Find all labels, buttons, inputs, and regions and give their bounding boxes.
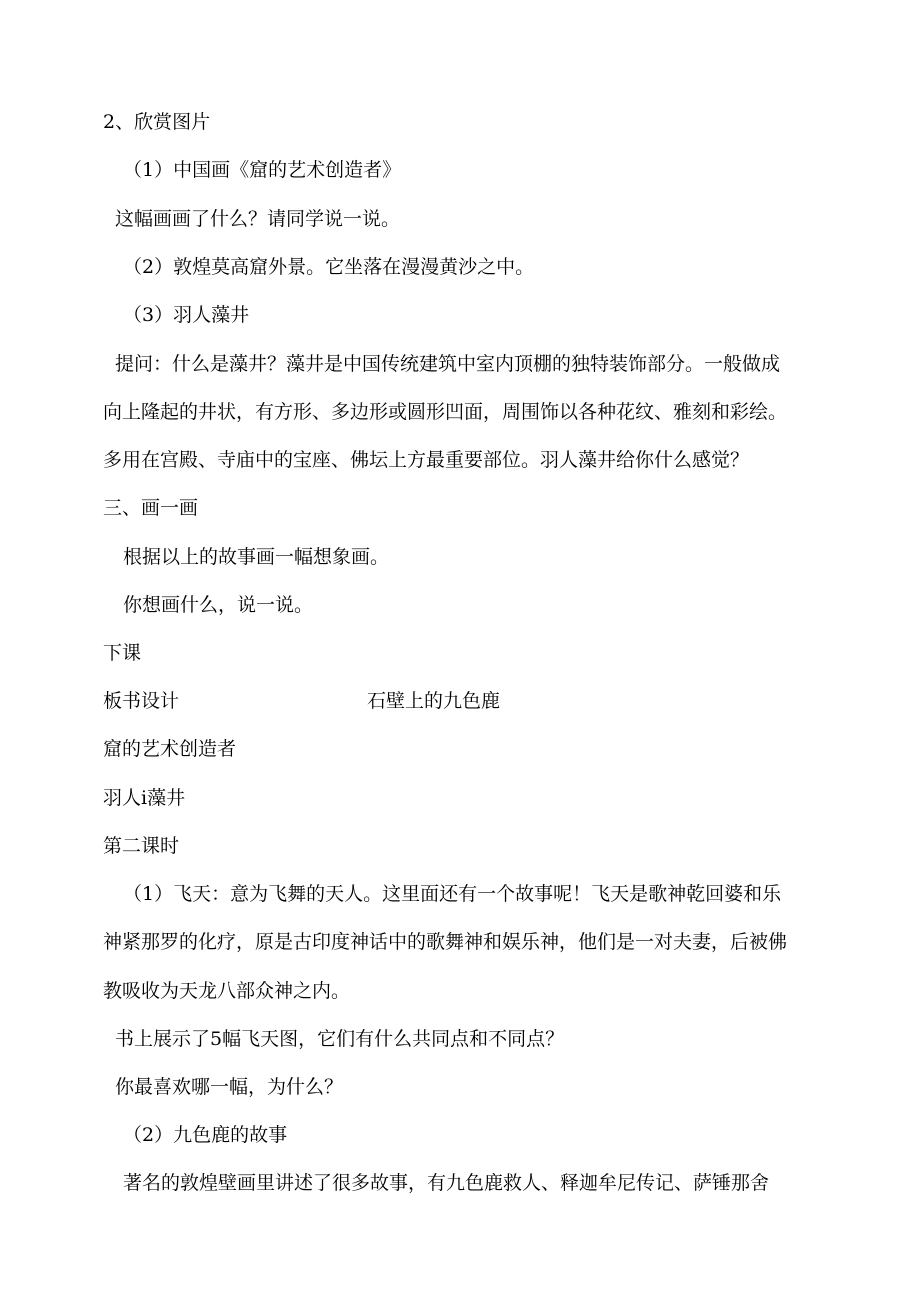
paragraph-caisson-line-3: 多用在宫殿、寺庙中的宝座、佛坛上方最重要部位。羽人藻井给你什么感觉？ [103,449,750,471]
deer-story-paragraph: 著名的敦煌壁画里讲述了很多故事，有九色鹿救人、释迦牟尼传记、萨锤那舍 [123,1172,770,1194]
draw-question: 你想画什么，说一说。 [123,594,314,616]
second-lesson-heading: 第二课时 [103,835,180,857]
feitian-line-1: （1）飞天：意为飞舞的天人。这里面还有一个故事呢！飞天是歌神乾回婆和乐 [123,883,782,905]
item-3-caisson: （3）羽人藻井 [123,304,250,326]
feitian-question-2: 你最喜欢哪一幅，为什么？ [115,1076,344,1098]
board-design-title: 石壁上的九色鹿 [367,690,501,712]
paragraph-caisson-line-1: 提问：什么是藻井？藻井是中国传统建筑中室内顶棚的独特装饰部分。一般做成 [115,353,781,375]
class-end: 下课 [103,642,142,664]
feitian-line-3: 教吸收为天龙八部众神之内。 [103,980,351,1002]
board-design-label: 板书设计 [103,690,180,712]
feitian-line-2: 神紧那罗的化疗，原是古印度神话中的歌舞神和娱乐神，他们是一对夫妻，后被佛 [103,931,788,953]
feitian-question-1: 书上展示了5幅飞天图，它们有什么共同点和不同点？ [115,1028,565,1050]
question-painting: 这幅画画了什么？请同学说一说。 [115,208,401,230]
paragraph-caisson-line-2: 向上隆起的井状，有方形、多边形或圆形凹面，周围饰以各种花纹、雅刻和彩绘。 [103,401,788,423]
item-1-painting: （1）中国画《窟的艺术创造者》 [123,159,402,181]
board-item-2: 羽人i藻井 [103,787,186,809]
section-heading-appreciate: 2、欣赏图片 [103,111,211,133]
item-2-mogao: （2）敦煌莫高窟外景。它坐落在漫漫黄沙之中。 [123,256,535,278]
draw-instruction: 根据以上的故事画一幅想象画。 [123,546,390,568]
item-2-deer-story: （2）九色鹿的故事 [123,1124,288,1146]
section-heading-draw: 三、画一画 [103,497,199,519]
board-item-1: 窟的艺术创造者 [103,738,237,760]
